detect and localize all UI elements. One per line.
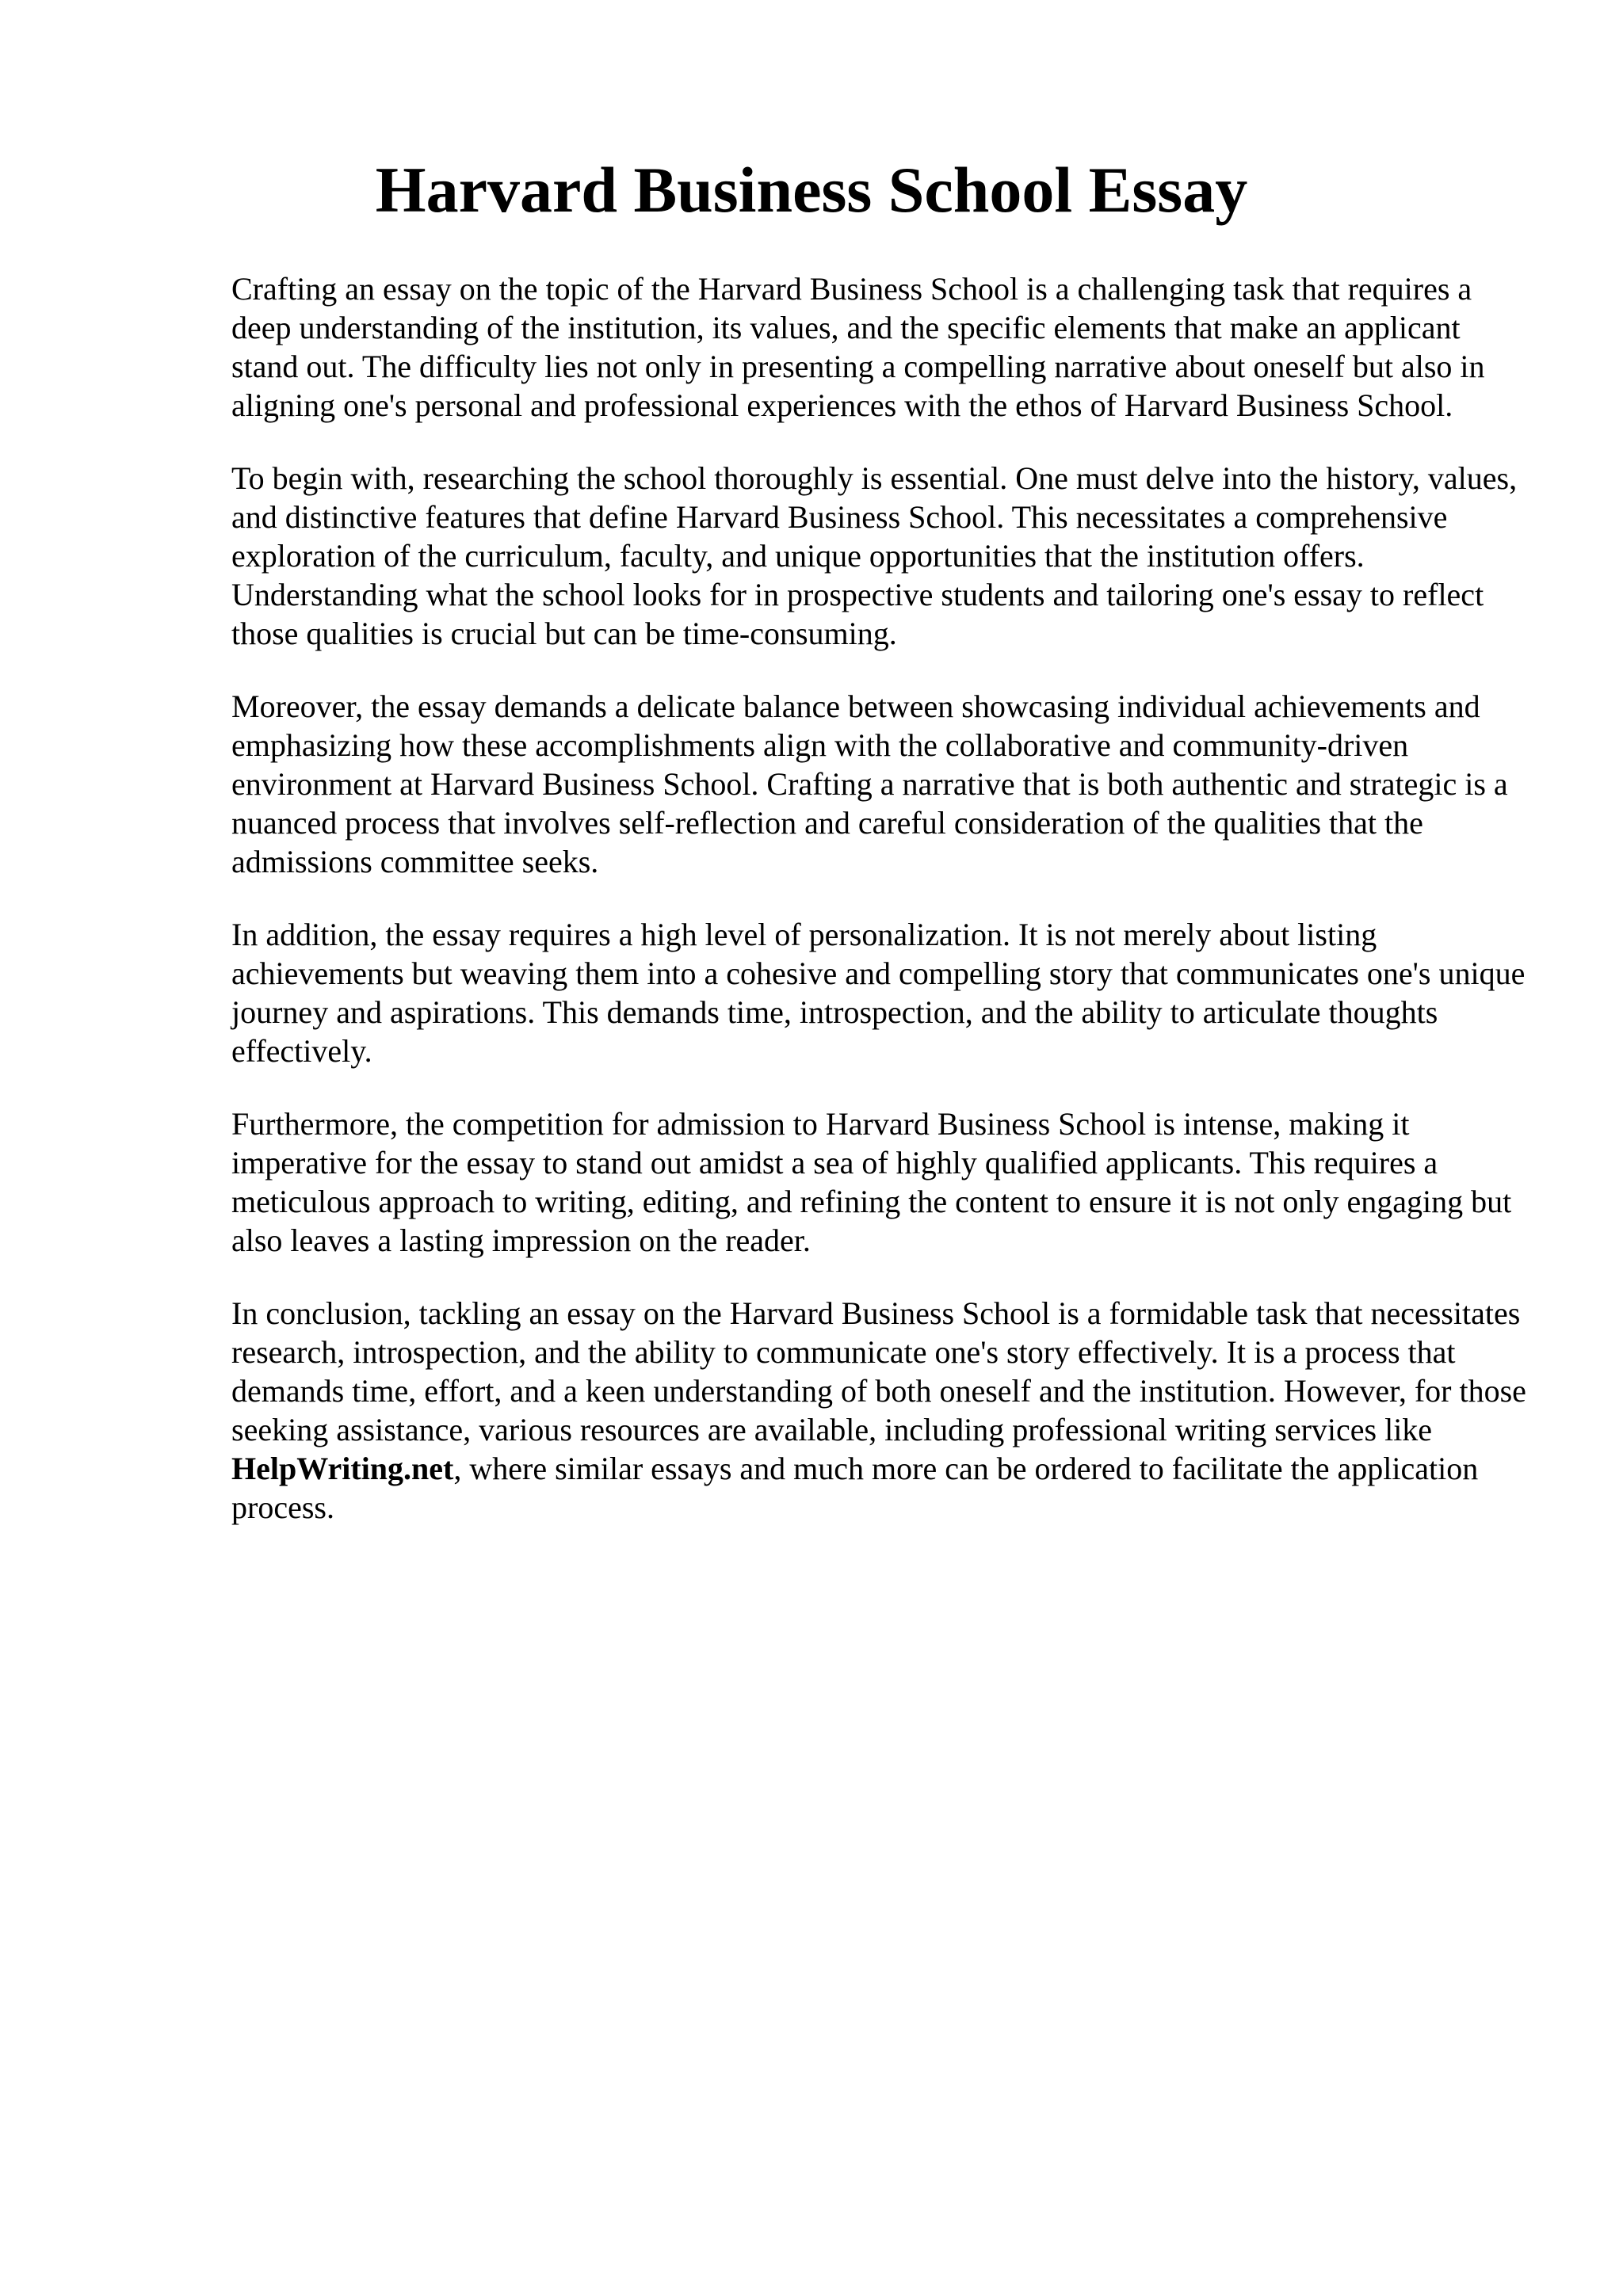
conclusion-text-after: , where similar essays and much more can be ordered to facilitate the application process. [231, 1451, 1479, 1525]
paragraph-conclusion [231, 1294, 1531, 1527]
paragraph-competition: Furthermore, the competition for admission to Harvard Business School is intense, making it imperative for the essay to stand out amidst a sea of highly qualified applicants. This requires a meticulous approach to writing, editing, and refining the content to ensure it is not only engaging but also leaves a lasting impression on the reader. [231, 1106, 1512, 1258]
document-title: Harvard Business School Essay [375, 154, 1248, 226]
paragraph-intro: Crafting an essay on the topic of the Harvard Business School is a challenging task that requires a deep understanding of the institution, its values, and the specific elements that make an applicant stand out. The difficulty lies not only in presenting a compelling narrative about oneself but also in aligning one's personal and professional experiences with the ethos of Harvard Business School. [231, 271, 1485, 423]
paragraph-research: To begin with, researching the school thoroughly is essential. One must delve into the history, values, and distinctive features that define Harvard Business School. This necessitates a comprehensive exploration of the curriculum, faculty, and unique opportunities that the institution offers. Understanding what the school looks for in prospective students and tailoring one's essay to reflect those qualities is crucial but can be time-consuming. [231, 460, 1518, 651]
paragraph-personalization: In addition, the essay requires a high level of personalization. It is not merely about listing achievements but weaving them into a cohesive and compelling story that communicates one's unique journey and aspirations. This demands time, introspection, and the ability to articulate thoughts effectively. [231, 917, 1526, 1069]
paragraph-balance: Moreover, the essay demands a delicate balance between showcasing individual achievements and emphasizing how these accomplishments align with the collaborative and community-driven environment at Harvard Business School. Crafting a narrative that is both authentic and strategic is a nuanced process that involves self-reflection and careful consideration of the qualities that the admissions committee seeks. [231, 688, 1508, 879]
brand-name: HelpWriting.net [231, 1451, 454, 1486]
conclusion-text-before: In conclusion, tackling an essay on the Harvard Business School is a formidable task that necessitates research, introspection, and the ability to communicate one's story effectively. It is a process that demands time, effort, and a keen understanding of both oneself and the institution. However, for those seeking assistance, various resources are available, including professional writing services like [231, 1295, 1526, 1447]
document-body [231, 269, 1531, 1561]
